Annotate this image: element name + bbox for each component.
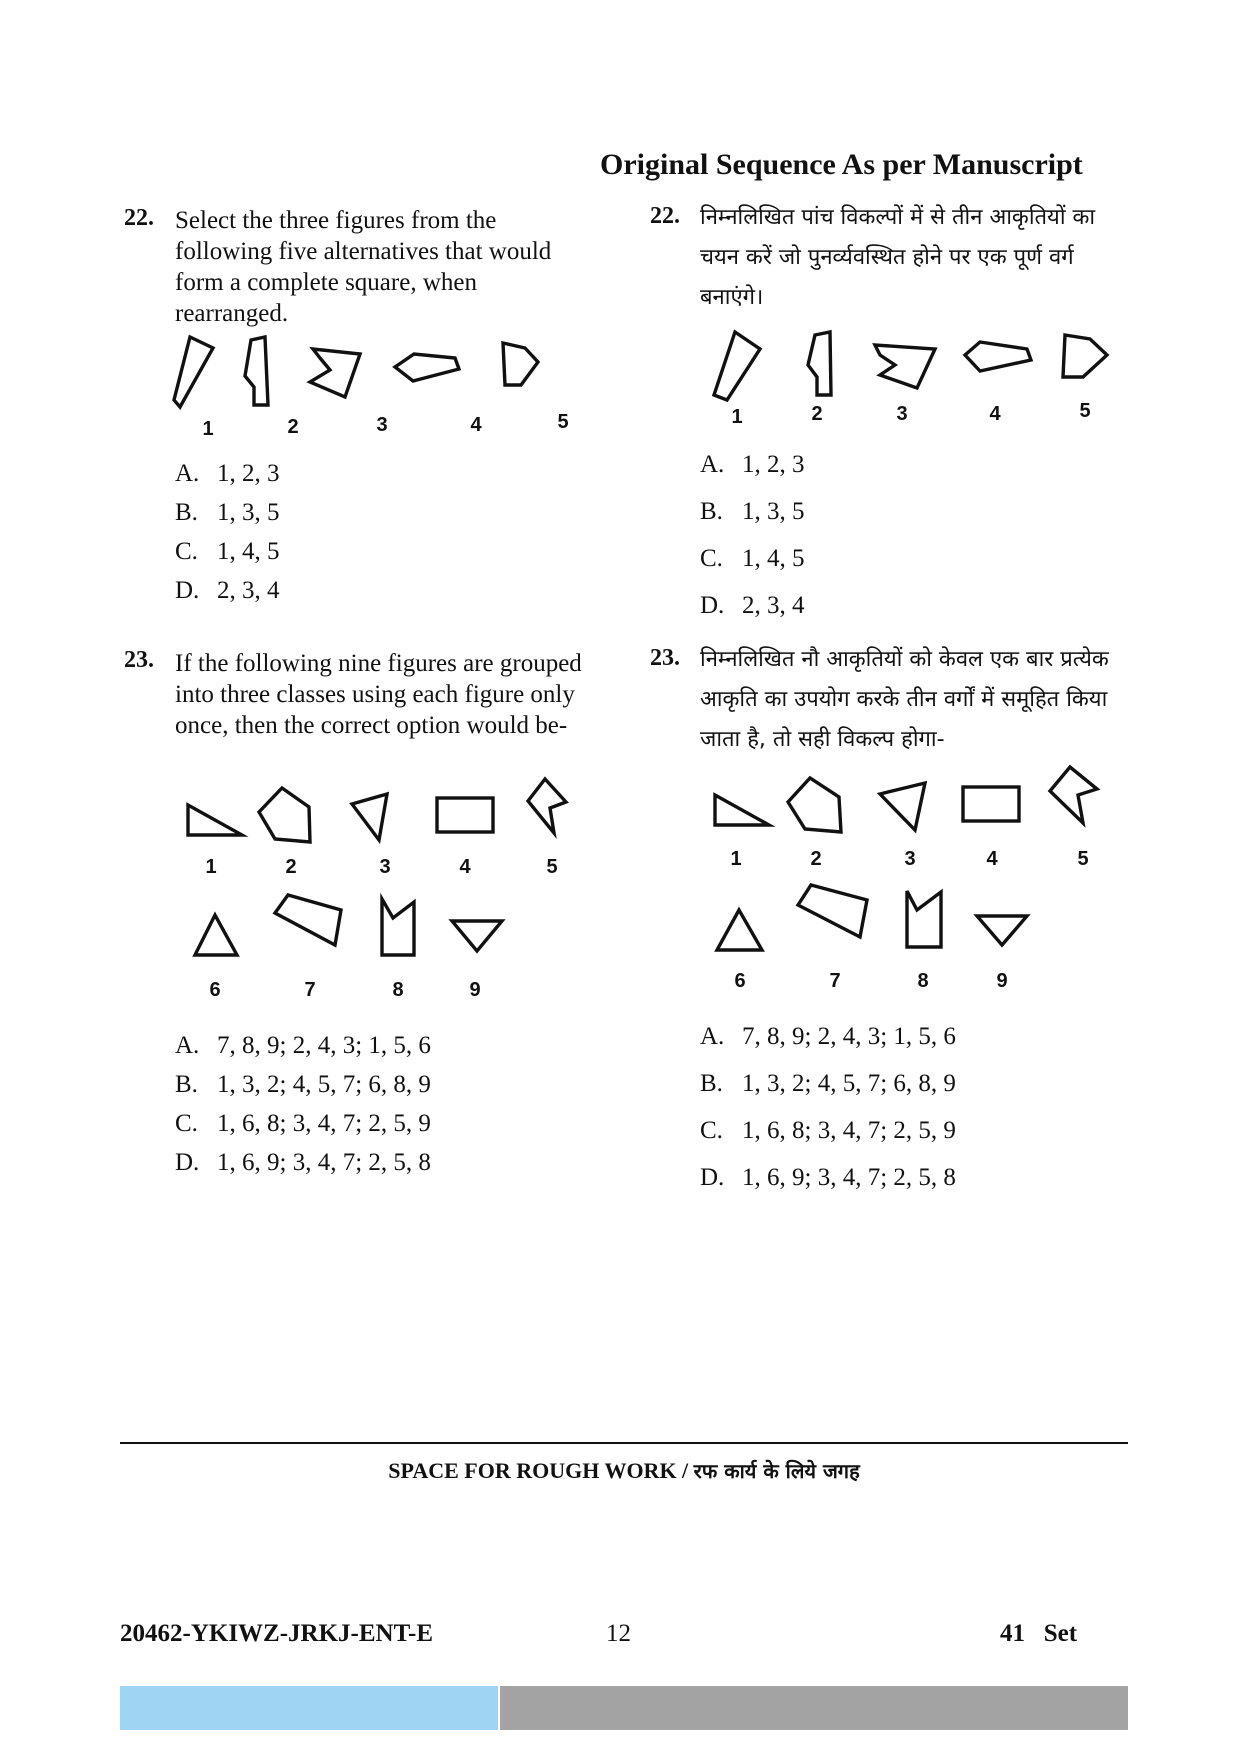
option-b[interactable] — [175, 1071, 431, 1099]
figure-1 — [174, 337, 213, 407]
figure-label: 2 — [811, 403, 823, 425]
option-text: 1, 4, 5 — [742, 545, 805, 572]
figure-7 — [275, 895, 341, 945]
figure-2 — [245, 337, 268, 405]
figure-2 — [259, 788, 310, 842]
rough-work-label — [120, 1457, 1128, 1484]
figure-label: 2 — [810, 848, 822, 870]
figure-label: 3 — [379, 856, 391, 878]
option-b[interactable] — [700, 498, 805, 526]
option-text: 1, 6, 9; 3, 4, 7; 2, 5, 8 — [742, 1164, 956, 1191]
question-text: If the following nine figures are grouped into three classes using each figure only once, then the correct option would be- — [175, 650, 582, 739]
option-text: 1, 6, 8; 3, 4, 7; 2, 5, 9 — [217, 1110, 431, 1137]
figure-9 — [452, 921, 502, 951]
question-number: 23. — [650, 645, 680, 671]
figure-label: 3 — [896, 403, 908, 425]
option-letter: D. — [700, 1164, 725, 1191]
figure-9 — [977, 916, 1027, 945]
footer-bar-gray — [500, 1686, 1128, 1730]
figure-5 — [503, 343, 538, 385]
figure-1 — [715, 795, 769, 825]
figure-5 — [1063, 335, 1107, 377]
option-c[interactable] — [175, 1110, 431, 1138]
option-letter: B. — [175, 1071, 198, 1098]
page-heading: Original Sequence As per Manuscript — [600, 148, 1083, 181]
option-d[interactable] — [175, 577, 280, 605]
figure-label: 8 — [917, 970, 929, 992]
option-text: 1, 6, 9; 3, 4, 7; 2, 5, 8 — [217, 1149, 431, 1176]
figure-label: 4 — [989, 403, 1001, 425]
figure-label: 1 — [730, 848, 742, 870]
option-b[interactable] — [700, 1070, 956, 1098]
option-letter: A. — [700, 1023, 725, 1050]
option-letter: A. — [175, 1032, 200, 1059]
figure-7 — [798, 885, 867, 937]
option-d[interactable] — [700, 592, 805, 620]
figure-label: 3 — [904, 848, 916, 870]
option-a[interactable] — [175, 1032, 431, 1060]
option-text: 2, 3, 4 — [742, 592, 805, 619]
figure-3 — [352, 794, 387, 840]
option-text: 1, 6, 8; 3, 4, 7; 2, 5, 9 — [742, 1117, 956, 1144]
option-text: 1, 3, 5 — [217, 499, 280, 526]
question-text: Select the three figures from the following five alternatives that would form a complete square, when rearranged. — [175, 207, 552, 327]
option-letter: C. — [175, 1110, 198, 1137]
set-label: 41 Set — [1000, 1620, 1078, 1647]
figure-label: 5 — [1079, 400, 1091, 422]
question-number: 22. — [124, 205, 154, 231]
q23-figures — [705, 765, 1125, 995]
rough-work-hi: रफ कार्य के लिये जगह — [693, 1459, 860, 1483]
question-number: 23. — [124, 647, 154, 673]
option-letter: C. — [700, 1117, 723, 1144]
figure-label: 5 — [546, 856, 558, 878]
option-letter: D. — [700, 592, 725, 619]
figure-label: 6 — [734, 970, 746, 992]
q22-figures — [705, 325, 1125, 435]
figure-5 — [528, 779, 566, 833]
q22-figures — [170, 330, 590, 440]
figure-label: 1 — [205, 856, 217, 878]
figure-label: 3 — [376, 414, 388, 436]
figure-1 — [714, 332, 760, 400]
option-text: 1, 4, 5 — [217, 538, 280, 565]
figure-label: 5 — [557, 411, 569, 433]
option-text: 7, 8, 9; 2, 4, 3; 1, 5, 6 — [217, 1032, 431, 1059]
option-letter: A. — [700, 451, 725, 478]
option-letter: C. — [700, 545, 723, 572]
option-letter: C. — [175, 538, 198, 565]
rough-work-en: SPACE FOR ROUGH WORK / — [388, 1458, 694, 1483]
figure-label: 8 — [392, 979, 404, 1001]
option-letter: A. — [175, 460, 200, 487]
figure-4 — [395, 354, 459, 381]
figure-6 — [195, 915, 237, 955]
figure-6 — [717, 910, 762, 950]
figure-8 — [907, 891, 941, 947]
figure-4 — [963, 787, 1019, 821]
figure-1 — [188, 805, 242, 835]
option-text: 7, 8, 9; 2, 4, 3; 1, 5, 6 — [742, 1023, 956, 1050]
figure-3 — [310, 349, 360, 397]
divider — [120, 1442, 1128, 1444]
option-a[interactable] — [700, 1023, 956, 1051]
option-text: 1, 3, 2; 4, 5, 7; 6, 8, 9 — [742, 1070, 956, 1097]
q23-figures — [180, 775, 600, 1005]
figure-2 — [808, 332, 831, 395]
option-letter: B. — [700, 1070, 723, 1097]
figure-label: 6 — [209, 979, 221, 1001]
question-text: निम्नलिखित पांच विकल्पों में से तीन आकृतियों का चयन करें जो पुनर्व्यवस्थित होने पर एक पूर्ण वर्ग बनाएंगे। — [700, 205, 1096, 310]
option-c[interactable] — [175, 538, 280, 566]
option-text: 1, 3, 5 — [742, 498, 805, 525]
figure-3 — [880, 783, 925, 830]
figure-5 — [1050, 767, 1097, 823]
option-b[interactable] — [175, 499, 280, 527]
figure-label: 1 — [202, 418, 214, 440]
option-c[interactable] — [700, 1117, 956, 1145]
option-text: 1, 2, 3 — [742, 451, 805, 478]
figure-label: 4 — [470, 414, 482, 436]
question-number: 22. — [650, 203, 680, 229]
figure-label: 1 — [731, 406, 743, 428]
figure-label: 7 — [829, 970, 841, 992]
option-text: 2, 3, 4 — [217, 577, 280, 604]
figure-label: 2 — [285, 856, 297, 878]
footer-bar-blue — [120, 1686, 498, 1730]
option-text: 1, 2, 3 — [217, 460, 280, 487]
figure-label: 4 — [986, 848, 998, 870]
option-c[interactable] — [700, 545, 805, 573]
figure-4 — [437, 798, 493, 832]
figure-label: 9 — [469, 979, 481, 1001]
option-a[interactable] — [175, 460, 280, 488]
figure-label: 5 — [1077, 848, 1089, 870]
option-a[interactable] — [700, 451, 805, 479]
option-letter: B. — [700, 498, 723, 525]
option-d[interactable] — [700, 1164, 956, 1192]
figure-label: 9 — [996, 970, 1008, 992]
figure-label: 2 — [287, 416, 299, 438]
option-d[interactable] — [175, 1149, 431, 1177]
option-letter: B. — [175, 499, 198, 526]
option-letter: D. — [175, 577, 200, 604]
figure-2 — [788, 778, 841, 832]
question-text: निम्नलिखित नौ आकृतियों को केवल एक बार प्रत्येक आकृति का उपयोग करके तीन वर्गों में समूहित किया जाता है, तो सही विकल्प होगा- — [700, 647, 1109, 752]
figure-3 — [875, 345, 935, 388]
paper-code: 20462-YKIWZ-JRKJ-ENT-E — [120, 1620, 433, 1647]
option-letter: D. — [175, 1149, 200, 1176]
figure-8 — [382, 899, 414, 955]
figure-label: 4 — [459, 856, 471, 878]
figure-label: 7 — [304, 979, 316, 1001]
figure-4 — [965, 342, 1031, 371]
option-text: 1, 3, 2; 4, 5, 7; 6, 8, 9 — [217, 1071, 431, 1098]
page-number: 12 — [606, 1620, 631, 1647]
